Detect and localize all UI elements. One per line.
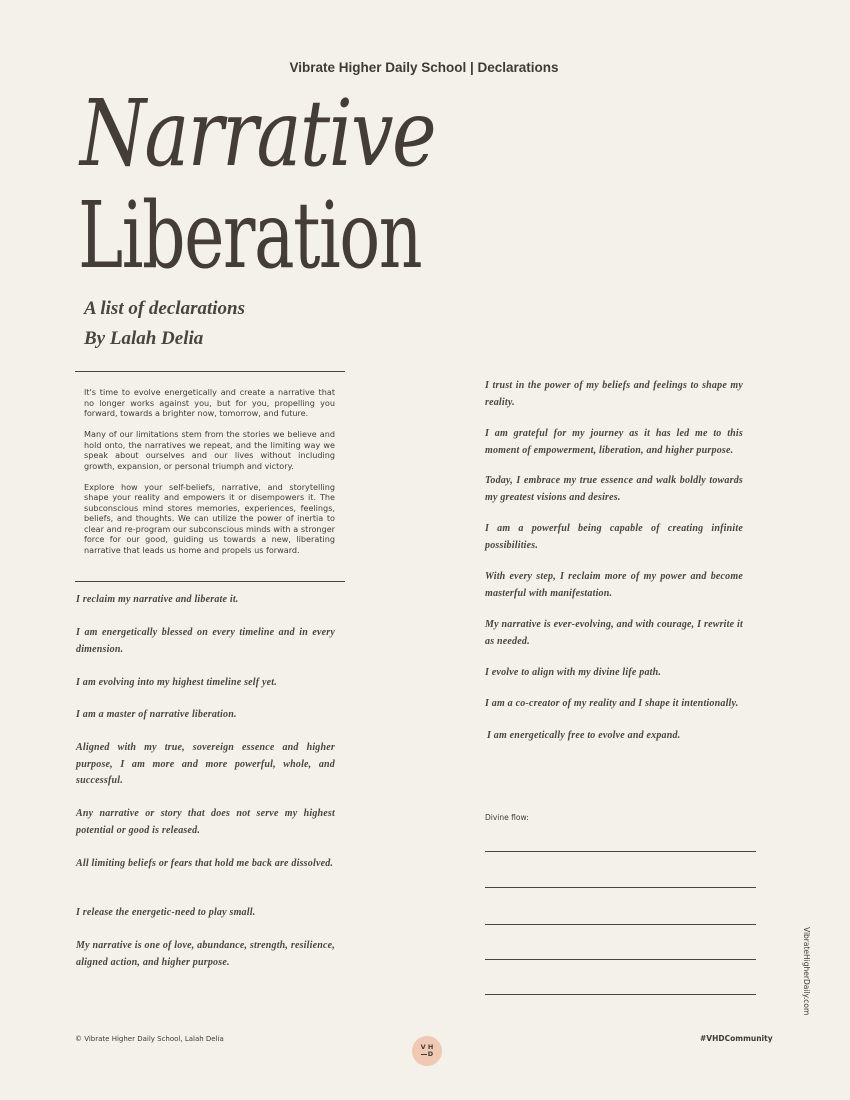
- logo-bottom-letter: D: [421, 1051, 433, 1058]
- intro-paragraph: Many of our limitations stem from the stories we believe and hold onto, the narratives we repeat, and the limiting way we speak about ourselves and our lives without including growth, expansion, or personal triumph and victory.: [84, 429, 335, 471]
- declaration: With every step, I reclaim more of my power and become masterful with manifestation.: [485, 571, 743, 599]
- declaration: Today, I embrace my true essence and walk boldly towards my greatest visions and desires.: [485, 475, 743, 503]
- writing-line[interactable]: [485, 887, 756, 888]
- declaration: I am grateful for my journey as it has led me to this moment of empowerment, liberation, and higher purpose.: [485, 428, 743, 456]
- website-text: VibrateHigherDaily.com: [802, 927, 811, 1016]
- declaration: I am a powerful being capable of creating infinite possibilities.: [485, 523, 743, 551]
- copyright-text: © Vibrate Higher Daily School, Lalah Delia: [75, 1035, 224, 1043]
- intro-paragraph: Explore how your self-beliefs, narrative, and storytelling shape your reality and empowers it or disempowers it. The subconscious mind stores memories, experiences, feelings, beliefs, and thoughts. We can utilize the power of inertia to clear and re-program our subconscious minds with a stronger force for our good, guiding us towards a new, liberating narrative that leads us home and propels us forward.: [84, 481, 335, 555]
- declaration: I release the energetic-need to play small.: [76, 907, 256, 918]
- declaration: I am a co-creator of my reality and I shape it intentionally.: [485, 698, 739, 709]
- subtitle: A list of declarations: [84, 298, 245, 319]
- declaration: All limiting beliefs or fears that hold me back are dissolved.: [76, 858, 334, 869]
- declaration: I evolve to align with my divine life path.: [485, 667, 662, 678]
- writing-line[interactable]: [485, 851, 756, 852]
- logo-top-letters: V H: [420, 1043, 434, 1051]
- declaration: I am energetically blessed on every timeline and in every dimension.: [76, 627, 335, 655]
- declaration: I trust in the power of my beliefs and feelings to shape my reality.: [485, 380, 743, 408]
- declaration: My narrative is ever-evolving, and with courage, I rewrite it as needed.: [485, 619, 743, 647]
- title-line-1: Narrative: [80, 80, 436, 187]
- declaration: I am a master of narrative liberation.: [76, 709, 237, 720]
- vhd-logo-icon: [412, 1036, 442, 1066]
- divider: [75, 371, 345, 372]
- intro-paragraph: It's time to evolve energetically and create a narrative that no longer works against you, but for you, propelling you forward, towards a brighter now, tomorrow, and future.: [84, 387, 335, 418]
- divider: [75, 581, 345, 582]
- declaration: My narrative is one of love, abundance, strength, resilience, aligned action, and higher purpose.: [76, 940, 335, 968]
- divine-flow-label: Divine flow:: [485, 813, 529, 822]
- document-header: Vibrate Higher Daily School | Declarations: [289, 60, 559, 75]
- title-line-2: Liberation: [78, 182, 422, 289]
- hashtag-text: #VHDCommunity: [700, 1034, 773, 1043]
- logo-dash-icon: [421, 1054, 427, 1055]
- declaration: I am energetically free to evolve and expand.: [487, 730, 681, 741]
- intro-text: [84, 387, 335, 566]
- declaration: Aligned with my true, sovereign essence and higher purpose, I am more and more powerful, whole, and successful.: [76, 742, 335, 786]
- writing-line[interactable]: [485, 959, 756, 960]
- writing-line[interactable]: [485, 994, 756, 995]
- writing-line[interactable]: [485, 924, 756, 925]
- declaration: Any narrative or story that does not serve my highest potential or good is released.: [76, 808, 335, 836]
- declaration: I reclaim my narrative and liberate it.: [76, 594, 239, 605]
- declaration: I am evolving into my highest timeline self yet.: [76, 677, 277, 688]
- author-line: By Lalah Delia: [84, 328, 204, 349]
